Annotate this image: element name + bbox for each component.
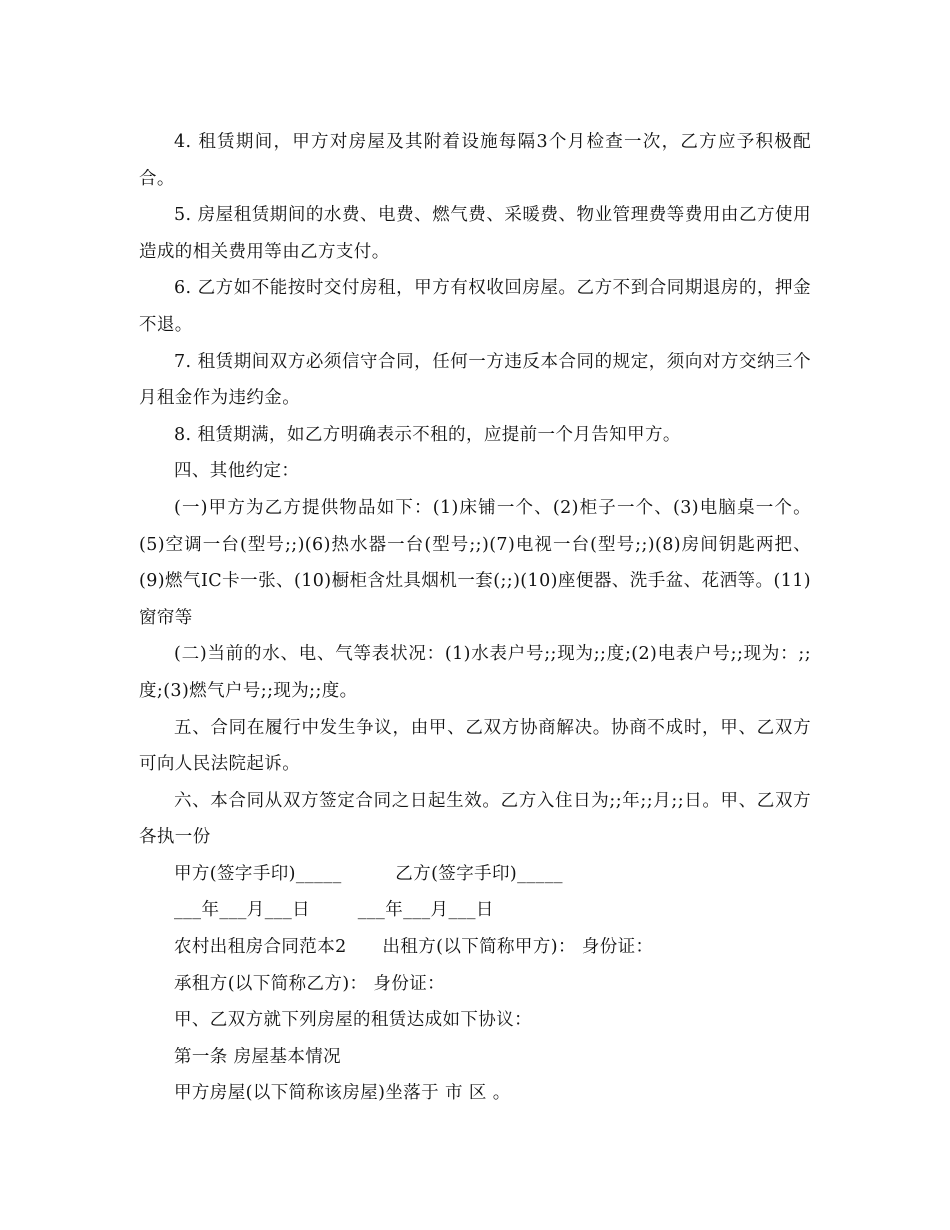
section-heading-other-agreements: 四、其他约定：	[174, 461, 300, 482]
contract-template-title-line: 农村出租房合同范本2 出租方(以下简称甲方)： 身份证：	[174, 937, 654, 958]
clause-7: 7. 租赁期间双方必须信守合同，任何一方违反本合同的规定，须向对方交纳三个月租金作为违约金。	[139, 351, 811, 409]
article-one-heading: 第一条 房屋基本情况	[174, 1046, 342, 1067]
signature-line: 甲方(签字手印)_____ 乙方(签字手印)_____	[174, 863, 563, 884]
clause-4: 4. 租赁期间，甲方对房屋及其附着设施每隔3个月检查一次，乙方应予积极配合。	[139, 132, 811, 189]
date-line: ___年___月___日 ___年___月___日	[174, 900, 494, 921]
dispute-paragraph: 五、合同在履行中发生争议，由甲、乙双方协商解决。协商不成时，甲、乙双方可向人民法院起诉。	[139, 717, 811, 775]
clause-8: 8. 租赁期满，如乙方明确表示不租的，应提前一个月告知甲方。	[174, 424, 681, 445]
agreement-intro-line: 甲、乙双方就下列房屋的租赁达成如下协议：	[174, 1010, 532, 1031]
provided-items-paragraph: (一)甲方为乙方提供物品如下：(1)床铺一个、(2)柜子一个、(3)电脑桌一个。(5)空调一台(型号;;)(6)热水器一台(型号;;)(7)电视一台(型号;;)(8)房间钥匙两把、(9)燃气IC卡一张、(10)橱柜含灶具烟机一套(;;)(10)座便器、洗手盆、花洒等。(11)窗帘等	[139, 497, 811, 628]
tenant-line: 承租方(以下简称乙方)： 身份证：	[174, 973, 446, 994]
meter-status-paragraph: (二)当前的水、电、气等表状况：(1)水表户号;;现为;;度;(2)电表户号;;现为：;;度;(3)燃气户号;;现为;;度。	[139, 644, 811, 701]
clause-6: 6. 乙方如不能按时交付房租，甲方有权收回房屋。乙方不到合同期退房的，押金不退。	[139, 278, 811, 335]
property-location-line: 甲方房屋(以下简称该房屋)坐落于 市 区 。	[174, 1083, 511, 1104]
clause-5: 5. 房屋租赁期间的水费、电费、燃气费、采暖费、物业管理费等费用由乙方使用造成的相关费用等由乙方支付。	[139, 205, 811, 262]
document-body	[139, 124, 811, 1112]
effective-date-paragraph: 六、本合同从双方签定合同之日起生效。乙方入住日为;;年;;月;;日。甲、乙双方各执一份	[139, 790, 811, 848]
